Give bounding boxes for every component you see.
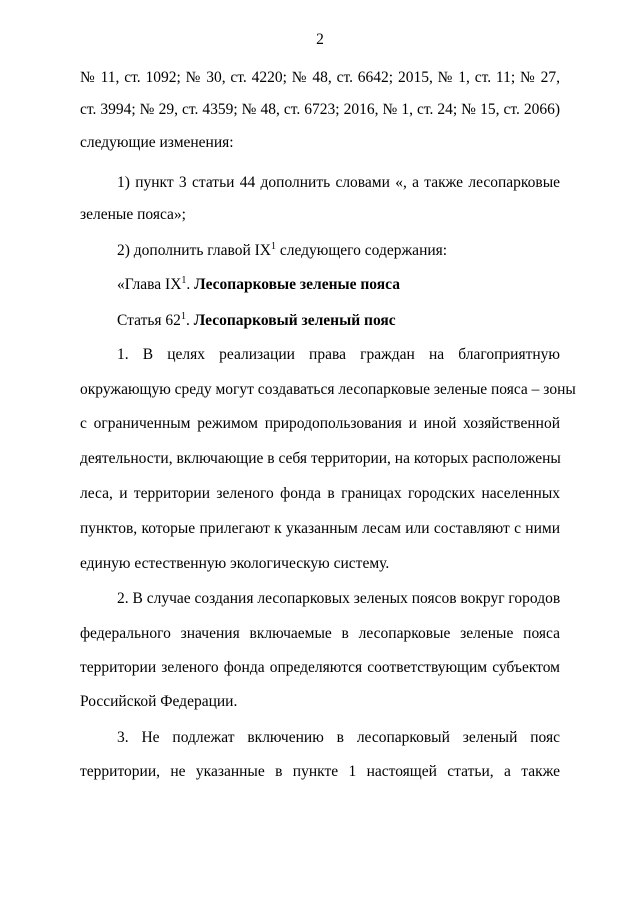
superscript: 1	[180, 311, 186, 322]
body-line	[117, 241, 560, 261]
article-heading	[117, 311, 560, 331]
superscript: 1	[270, 241, 276, 252]
body-line: Российской Федерации.	[80, 693, 238, 710]
body-line: следующие изменения:	[80, 134, 234, 151]
article-label: Статья 62	[117, 312, 181, 329]
body-line: деятельности, включающие в себя территории, на которых расположены	[80, 450, 561, 467]
chapter-label: «Глава IX	[117, 276, 182, 293]
body-line: № 11, ст. 1092; № 30, ст. 4220; № 48, ст. 6642; 2015, № 1, ст. 11; № 27,	[80, 69, 560, 86]
line-text: 2) дополнить главой IX	[117, 242, 271, 259]
article-title: Лесопарковый зеленый пояс	[189, 312, 396, 329]
body-line: федерального значения включаемые в лесопарковые зеленые пояса	[80, 625, 560, 642]
body-line: 1) пункт 3 статьи 44 дополнить словами «, а также лесопарковые	[117, 174, 560, 191]
body-line: единую естественную экологическую систему.	[80, 555, 390, 572]
chapter-heading	[117, 275, 560, 295]
chapter-title: Лесопарковые зеленые пояса	[190, 276, 400, 293]
body-line: территории зеленого фонда определяются соответствующим субъектом	[80, 659, 560, 676]
body-line: ст. 3994; № 29, ст. 4359; № 48, ст. 6723; 2016, № 1, ст. 24; № 15, ст. 2066)	[80, 101, 560, 118]
body-line: 2. В случае создания лесопарковых зеленых поясов вокруг городов	[117, 590, 561, 607]
chapter-punct: .	[186, 276, 191, 293]
body-line: 3. Не подлежат включению в лесопарковый зеленый пояс	[117, 729, 560, 746]
body-line: зеленые пояса»;	[80, 206, 186, 223]
body-line: с ограниченным режимом природопользования и иной хозяйственной	[80, 415, 560, 432]
body-line: окружающую среду могут создаваться лесопарковые зеленые пояса – зоны	[80, 381, 576, 398]
line-text: следующего содержания:	[275, 242, 448, 259]
body-line: 1. В целях реализации права граждан на благоприятную	[117, 346, 560, 363]
body-line: леса, и территории зеленого фонда в границах городских населенных	[80, 485, 560, 502]
body-line: территории, не указанные в пункте 1 настоящей статьи, а также	[80, 763, 560, 780]
superscript: 1	[181, 275, 187, 286]
body-line: пунктов, которые прилегают к указанным лесам или составляют с ними	[80, 520, 560, 537]
page-number: 2	[316, 31, 324, 48]
article-punct: .	[185, 312, 190, 329]
